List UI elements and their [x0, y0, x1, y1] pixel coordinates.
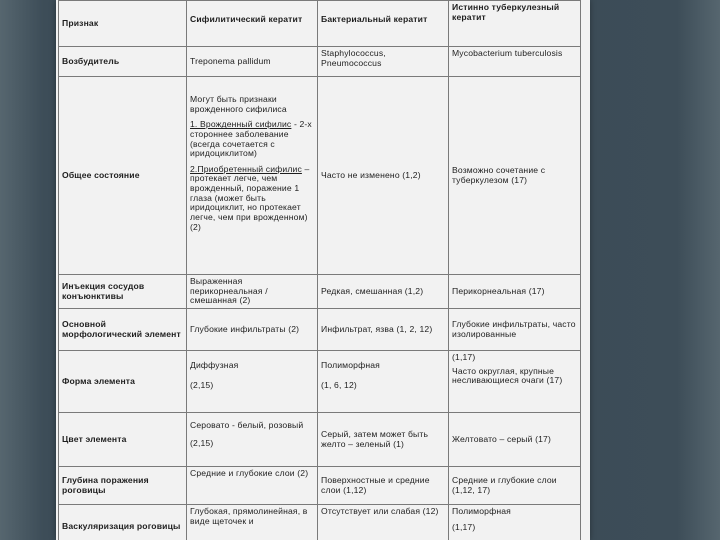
syph-form-ref: (2,15) — [190, 379, 214, 390]
row-label: Цвет элемента — [59, 413, 187, 467]
cell-syphilitic: Средние и глубокие слои (2) — [187, 467, 318, 505]
table-row — [59, 275, 581, 309]
table-row — [59, 467, 581, 505]
bact-form-ref: (1, 6, 12) — [321, 379, 357, 390]
header-syphilitic-text: Сифилитический кератит — [190, 14, 303, 24]
cell-syphilitic: Treponema pallidum — [187, 47, 318, 77]
syph-congenital — [190, 120, 314, 159]
table-row — [59, 505, 581, 540]
tb-form-ref: (1,17) — [452, 352, 476, 362]
comparison-table — [58, 0, 581, 540]
syph-acquired-text: – протекает легче, чем врожденный, поражение 1 глаза (может быть иридоциклит, но протекает легче, чем при врожденном) (2) — [190, 163, 310, 232]
cell-bacterial: Часто не изменено (1,2) — [318, 77, 449, 275]
header-feature — [59, 1, 187, 47]
header-syphilitic — [187, 1, 318, 47]
table-row — [59, 351, 581, 413]
header-bacterial-text: Бактериальный кератит — [321, 14, 428, 24]
cell-tuberculous: Mycobacterium tuberculosis — [449, 47, 581, 77]
cell-tuberculous: Средние и глубокие слои (1,12, 17) — [449, 467, 581, 505]
cell-tuberculous: Глубокие инфильтраты, часто изолированные — [449, 309, 581, 351]
cell-syphilitic: Глубокая, прямолинейная, в виде щеточек и — [187, 505, 318, 540]
cell-bacterial: Отсутствует или слабая (12) — [318, 505, 449, 540]
cell-bacterial: Инфильтрат, язва (1, 2, 12) — [318, 309, 449, 351]
tb-vasc-ref: (1,17) — [452, 521, 476, 532]
syph-congenital-title: 1. Врожденный сифилис — [190, 119, 292, 130]
row-label: Основной морфологический элемент — [59, 309, 187, 351]
cell-bacterial — [318, 351, 449, 413]
row-label: Форма элемента — [59, 351, 187, 413]
header-tuberculous-text: Истинно туберкулезный кератит — [452, 2, 560, 22]
header-tuberculous — [449, 1, 581, 47]
table-row — [59, 309, 581, 351]
cell-syphilitic — [187, 351, 318, 413]
header-feature-text: Признак — [62, 17, 99, 28]
cell-bacterial: Staphylococcus, Pneumococcus — [318, 47, 449, 77]
cell-syphilitic — [187, 77, 318, 275]
syph-acquired-title: 2.Приобретенный сифилис — [190, 163, 302, 174]
cell-tuberculous: Перикорнеальная (17) — [449, 275, 581, 309]
row-label: Общее состояние — [59, 77, 187, 275]
syph-form: Диффузная — [190, 360, 239, 370]
syph-acquired — [190, 165, 314, 232]
tb-vasc: Полиморфная — [452, 506, 511, 516]
syph-color-ref: (2,15) — [190, 437, 214, 448]
cell-tuberculous — [449, 351, 581, 413]
table-row — [59, 413, 581, 467]
syph-color: Серовато - белый, розовый — [190, 420, 304, 430]
cell-syphilitic — [187, 413, 318, 467]
cell-bacterial: Поверхностные и средние слои (1,12) — [318, 467, 449, 505]
cell-bacterial: Редкая, смешанная (1,2) — [318, 275, 449, 309]
cell-syphilitic: Выраженная перикорнеальная /смешанная (2) — [187, 275, 318, 309]
row-label: Инъекция сосудов конъюнктивы — [59, 275, 187, 309]
row-label: Васкуляризация роговицы — [59, 505, 187, 540]
cell-tuberculous: Желтовато – серый (17) — [449, 413, 581, 467]
header-row — [59, 1, 581, 47]
row-label: Глубина поражения роговицы — [59, 467, 187, 505]
cell-tuberculous: Возможно сочетание с туберкулезом (17) — [449, 77, 581, 275]
table-row — [59, 77, 581, 275]
tb-form: Часто округлая, крупные несливающиеся очаги (17) — [452, 365, 563, 386]
cell-syphilitic: Глубокие инфильтраты (2) — [187, 309, 318, 351]
syph-congenital-text: - 2-х стороннее заболевание (всегда сочетается с иридоциклитом) — [190, 119, 312, 159]
table-row — [59, 47, 581, 77]
bact-form: Полиморфная — [321, 360, 380, 370]
document-page — [56, 0, 590, 540]
cell-tuberculous — [449, 505, 581, 540]
header-bacterial — [318, 1, 449, 47]
cell-bacterial: Серый, затем может быть желто – зеленый (1) — [318, 413, 449, 467]
row-label: Возбудитель — [59, 47, 187, 77]
syph-intro: Могут быть признаки врожденного сифилиса — [190, 94, 287, 114]
